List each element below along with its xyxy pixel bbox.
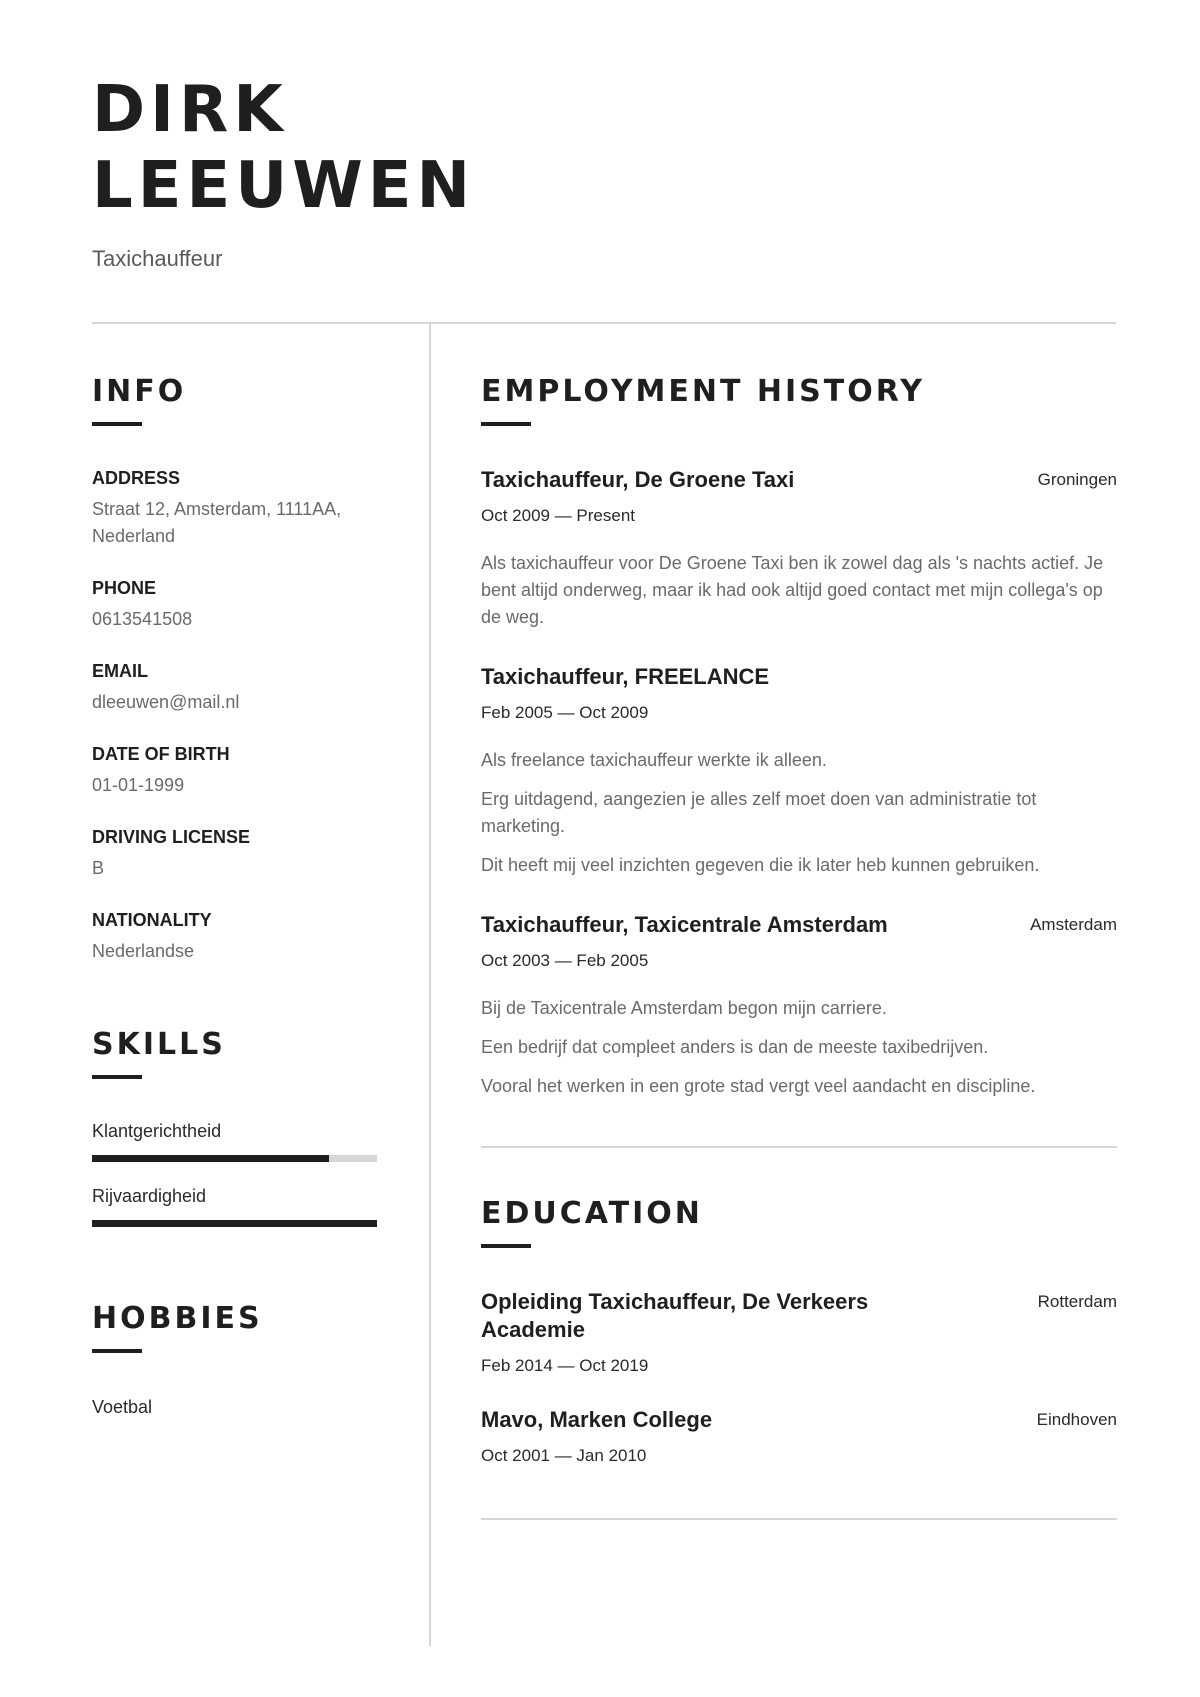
job-entry xyxy=(481,466,1117,631)
job-entry-dates: Oct 2009 — Present xyxy=(481,506,636,525)
job-entry-paragraph: Als freelance taxichauffeur werkte ik alleen. xyxy=(481,750,827,770)
info-item-date-of-birth xyxy=(92,742,392,799)
info-value: Nederlandse xyxy=(92,941,195,961)
job-entry-paragraph: Een bedrijf dat compleet anders is dan de meeste taxibedrijven. xyxy=(481,1037,989,1057)
job-entry xyxy=(481,911,1117,1100)
info-value: 0613541508 xyxy=(92,609,193,629)
job-entry-paragraph: Bij de Taxicentrale Amsterdam begon mijn carriere. xyxy=(481,998,887,1018)
skill-name: Rijvaardigheid xyxy=(92,1186,207,1206)
info-item-driving-license xyxy=(92,825,392,882)
job-entry-dates: Oct 2003 — Feb 2005 xyxy=(481,951,649,970)
job-entry-location: Groningen xyxy=(1037,470,1117,489)
info-label: PHONE xyxy=(92,578,157,598)
skills-section xyxy=(92,1025,392,1227)
info-value: Straat 12, Amsterdam, 1111AA, Nederland xyxy=(92,499,342,546)
job-entry-description xyxy=(481,550,1117,631)
job-title: Taxichauffeur xyxy=(92,246,223,271)
info-value: 01-01-1999 xyxy=(92,775,185,795)
section-divider xyxy=(481,1146,1117,1148)
skill-item xyxy=(92,1119,392,1162)
skill-level-bar xyxy=(92,1220,377,1227)
job-entry-paragraph: Erg uitdagend, aangezien je alles zelf moet doen van administratie tot marketing. xyxy=(481,789,1037,836)
info-heading-underline xyxy=(92,422,142,426)
education-entry-title: Mavo, Marken College xyxy=(481,1407,713,1432)
info-label: DRIVING LICENSE xyxy=(92,827,251,847)
skill-item xyxy=(92,1184,392,1227)
skill-level-bar xyxy=(92,1155,377,1162)
hobbies-text: Voetbal xyxy=(92,1397,153,1417)
last-name: LEEUWEN xyxy=(92,149,476,223)
first-name: DIRK xyxy=(92,73,288,147)
hobbies-heading-underline xyxy=(92,1349,142,1353)
info-label: NATIONALITY xyxy=(92,910,212,930)
skills-heading: SKILLS xyxy=(92,1027,226,1062)
info-list xyxy=(92,466,392,965)
skill-name: Klantgerichtheid xyxy=(92,1121,222,1141)
education-section xyxy=(481,1194,1117,1468)
info-label: DATE OF BIRTH xyxy=(92,744,230,764)
education-entry xyxy=(481,1406,1117,1468)
skill-level-fill xyxy=(92,1220,377,1227)
education-entry-location: Eindhoven xyxy=(1036,1410,1117,1429)
job-entry-title: Taxichauffeur, Taxicentrale Amsterdam xyxy=(481,912,888,937)
info-item-phone xyxy=(92,576,392,633)
left-column xyxy=(92,372,392,1419)
employment-section xyxy=(481,372,1117,1100)
education-entry-title: Opleiding Taxichauffeur, De Verkeers Academie xyxy=(481,1289,869,1342)
education-entry-dates: Feb 2014 — Oct 2019 xyxy=(481,1356,649,1375)
skills-heading-underline xyxy=(92,1075,142,1079)
employment-heading: EMPLOYMENT HISTORY xyxy=(481,374,925,409)
job-entry-paragraph: Vooral het werken in een grote stad vergt veel aandacht en discipline. xyxy=(481,1076,1036,1096)
job-entry-paragraph: Als taxichauffeur voor De Groene Taxi ben ik zowel dag als 's nachts actief. Je bent altijd onderweg, maar ik had ook altijd goed contact met mijn collega's op de weg. xyxy=(481,553,1104,627)
education-heading: EDUCATION xyxy=(481,1196,703,1231)
info-label: ADDRESS xyxy=(92,468,181,488)
education-entry xyxy=(481,1288,1117,1378)
job-entry-location: Amsterdam xyxy=(1030,915,1117,934)
hobbies-heading: HOBBIES xyxy=(92,1301,263,1336)
job-entry-description xyxy=(481,747,1117,879)
column-divider xyxy=(429,324,431,1646)
info-value: B xyxy=(92,858,105,878)
header-divider xyxy=(92,322,1116,324)
info-label: EMAIL xyxy=(92,661,148,681)
employment-heading-underline xyxy=(481,422,531,426)
job-entry-description xyxy=(481,995,1117,1100)
info-item-address xyxy=(92,466,392,550)
info-item-email xyxy=(92,659,392,716)
info-heading: INFO xyxy=(92,374,187,409)
job-entry-paragraph: Dit heeft mij veel inzichten gegeven die ik later heb kunnen gebruiken. xyxy=(481,855,1040,875)
education-entry-location: Rotterdam xyxy=(1037,1292,1117,1311)
job-entry xyxy=(481,663,1117,879)
section-divider xyxy=(481,1518,1117,1520)
job-entry-dates: Feb 2005 — Oct 2009 xyxy=(481,703,649,722)
candidate-name xyxy=(92,72,475,224)
education-heading-underline xyxy=(481,1244,531,1248)
right-column xyxy=(481,372,1117,1520)
job-entry-title: Taxichauffeur, FREELANCE xyxy=(481,664,770,689)
hobbies-section xyxy=(92,1299,392,1419)
info-section xyxy=(92,372,392,965)
info-value: dleeuwen@mail.nl xyxy=(92,692,240,712)
job-entry-title: Taxichauffeur, De Groene Taxi xyxy=(481,467,795,492)
info-item-nationality xyxy=(92,908,392,965)
education-entry-dates: Oct 2001 — Jan 2010 xyxy=(481,1446,647,1465)
skill-level-fill xyxy=(92,1155,329,1162)
